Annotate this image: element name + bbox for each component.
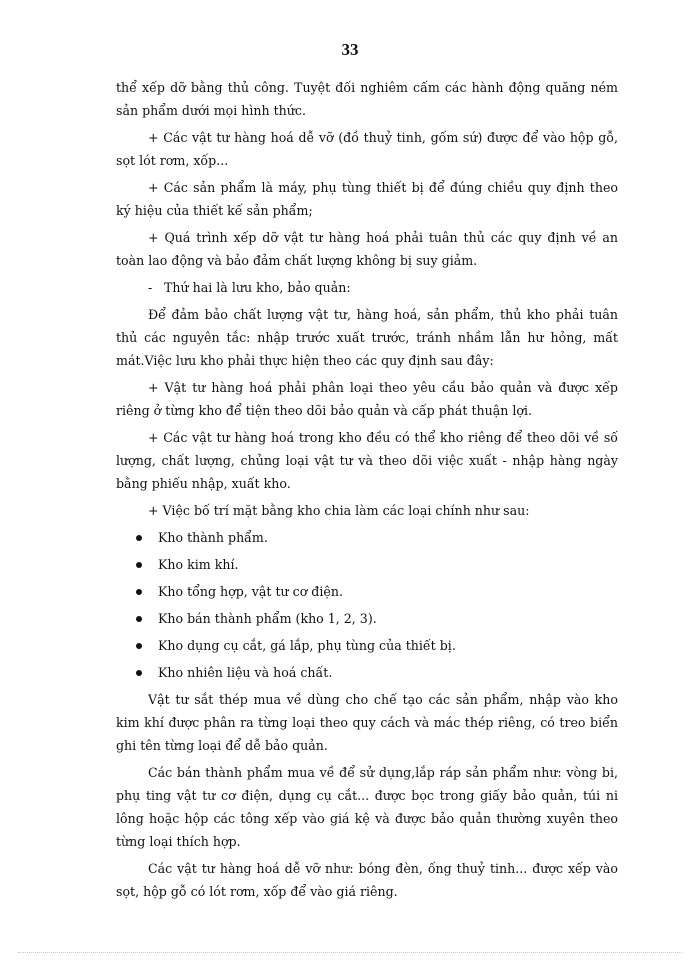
paragraph: + Các vật tư hàng hoá trong kho đều có thể kho riêng để theo dõi về số lượng, chất lượng, chủng loại vật tư và theo dõi việc xuất - nhập hàng ngày bằng phiếu nhập, xuất kho.	[116, 430, 618, 491]
paragraph: + Các sản phẩm là máy, phụ tùng thiết bị để đúng chiều quy định theo ký hiệu của thiết kế sản phẩm;	[116, 180, 618, 218]
paragraph: Để đảm bảo chất lượng vật tư, hàng hoá, sản phẩm, thủ kho phải tuân thủ các nguyên tắc: nhập trước xuất trước, tránh nhầm lẫn hư hỏng, mất mát.Việc lưu kho phải thực hiện theo các quy định sau đây:	[116, 307, 618, 368]
dash-list-item	[116, 276, 618, 299]
dash-mark: -	[148, 280, 153, 295]
list-item: Kho nhiên liệu và hoá chất.	[116, 661, 618, 684]
paragraph: + Việc bố trí mặt bằng kho chia làm các loại chính như sau:	[148, 503, 530, 518]
body-text	[116, 76, 618, 907]
paragraph: + Quá trình xếp dỡ vật tư hàng hoá phải tuân thủ các quy định về an toàn lao động và bảo đảm chất lượng không bị suy giảm.	[116, 230, 618, 268]
dash-item-text: Thứ hai là lưu kho, bảo quản:	[164, 280, 351, 295]
list-item: Kho bán thành phẩm (kho 1, 2, 3).	[116, 607, 618, 630]
list-item: Kho kim khí.	[116, 553, 618, 576]
list-item: Kho thành phẩm.	[116, 526, 618, 549]
warehouse-type-list	[116, 526, 618, 684]
paragraph: Các vật tư hàng hoá dễ vỡ như: bóng đèn, ống thuỷ tinh... được xếp vào sọt, hộp gỗ có lót rơm, xốp để vào giá riêng.	[116, 861, 618, 899]
bullet-icon	[136, 643, 142, 649]
page-number: 33	[341, 40, 359, 59]
bullet-icon	[136, 670, 142, 676]
page-bottom-divider	[18, 952, 682, 953]
paragraph: + Các vật tư hàng hoá dễ vỡ (đồ thuỷ tinh, gốm sứ) được để vào hộp gỗ, sọt lót rơm, xốp...	[116, 130, 618, 168]
paragraph: + Vật tư hàng hoá phải phân loại theo yêu cầu bảo quản và được xếp riêng ở từng kho để tiện theo dõi bảo quản và cấp phát thuận lợi.	[116, 380, 618, 418]
bullet-icon	[136, 535, 142, 541]
list-item: Kho tổng hợp, vật tư cơ điện.	[116, 580, 618, 603]
list-item: Kho dụng cụ cắt, gá lắp, phụ tùng của thiết bị.	[116, 634, 618, 657]
bullet-icon	[136, 562, 142, 568]
paragraph: thể xếp dỡ bằng thủ công. Tuyệt đối nghiêm cấm các hành động quăng ném sản phẩm dưới mọi hình thức.	[116, 80, 618, 118]
paragraph: Vật tư sắt thép mua về dùng cho chế tạo các sản phẩm, nhập vào kho kim khí được phân ra từng loại theo quy cách và mác thép riêng, có treo biển ghi tên từng loại để dễ bảo quản.	[116, 692, 618, 753]
bullet-icon	[136, 589, 142, 595]
paragraph: Các bán thành phẩm mua về để sử dụng,lắp ráp sản phẩm như: vòng bi, phụ ting vật tư cơ điện, dụng cụ cắt... được bọc trong giấy bảo quản, túi ni lông hoặc hộp các tông xếp vào giá kệ và được bảo quản thường xuyên theo từng loại thích hợp.	[116, 765, 618, 849]
bullet-icon	[136, 616, 142, 622]
